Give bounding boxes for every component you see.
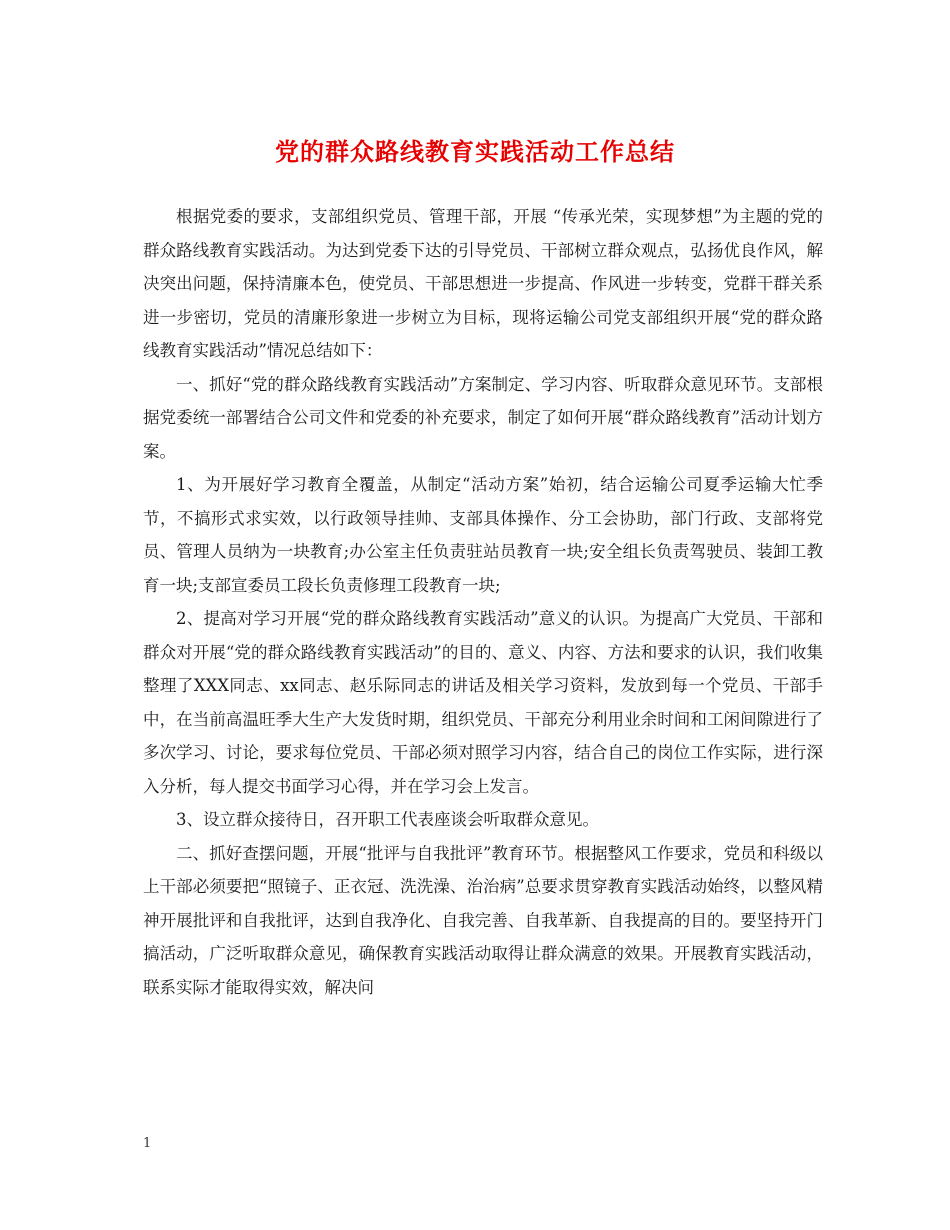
paragraph-item-3: 3、设立群众接待日，召开职工代表座谈会听取群众意见。: [176, 810, 599, 829]
document-body: [143, 200, 823, 1004]
document-title: 党的群众路线教育实践活动工作总结: [275, 137, 675, 166]
page-number: 1: [143, 1136, 152, 1151]
paragraph-section-two: 二、抓好查摆问题，开展“批评与自我批评”教育环节。根据整风工作要求，党员和科级以上干部必须要把“照镜子、正衣冠、洗洗澡、治治病”总要求贯穿教育实践活动始终，以整风精神开展批评和自我批评，达到自我净化、自我完善、自我革新、自我提高的目的。要坚持开门搞活动，广泛听取群众意见，确保教育实践活动取得让群众满意的效果。开展教育实践活动，联系实际才能取得实效，解决问: [143, 843, 823, 997]
paragraph-section-one: 一、抓好“党的群众路线教育实践活动”方案制定、学习内容、听取群众意见环节。支部根据党委统一部署结合公司文件和党委的补充要求，制定了如何开展“群众路线教育”活动计划方案。: [143, 374, 823, 461]
paragraph-item-2: 2、提高对学习开展“党的群众路线教育实践活动”意义的认识。为提高广大党员、干部和群众对开展“党的群众路线教育实践活动”的目的、意义、内容、方法和要求的认识，我们收集整理了XXX同志、xx同志、赵乐际同志的讲话及相关学习资料，发放到每一个党员、干部手中，在当前高温旺季大生产大发货时期，组织党员、干部充分利用业余时间和工闲间隙进行了多次学习、讨论，要求每位党员、干部必须对照学习内容，结合自己的岗位工作实际，进行深入分析，每人提交书面学习心得，并在学习会上发言。: [143, 609, 823, 796]
paragraph-item-1: 1、为开展好学习教育全覆盖，从制定“活动方案”始初，结合运输公司夏季运输大忙季节，不搞形式求实效，以行政领导挂帅、支部具体操作、分工会协助，部门行政、支部将党员、管理人员纳为一块教育;办公室主任负责驻站员教育一块;安全组长负责驾驶员、装卸工教育一块;支部宣委员工段长负责修理工段教育一块;: [143, 475, 823, 595]
paragraph-intro: 根据党委的要求，支部组织党员、管理干部，开展 “传承光荣，实现梦想”为主题的党的群众路线教育实践活动。为达到党委下达的引导党员、干部树立群众观点，弘扬优良作风，解决突出问题，保持清廉本色，使党员、干部思想进一步提高、作风进一步转变，党群干群关系进一步密切，党员的清廉形象进一步树立为目标，现将运输公司党支部组织开展“党的群众路线教育实践活动”情况总结如下：: [143, 207, 823, 360]
